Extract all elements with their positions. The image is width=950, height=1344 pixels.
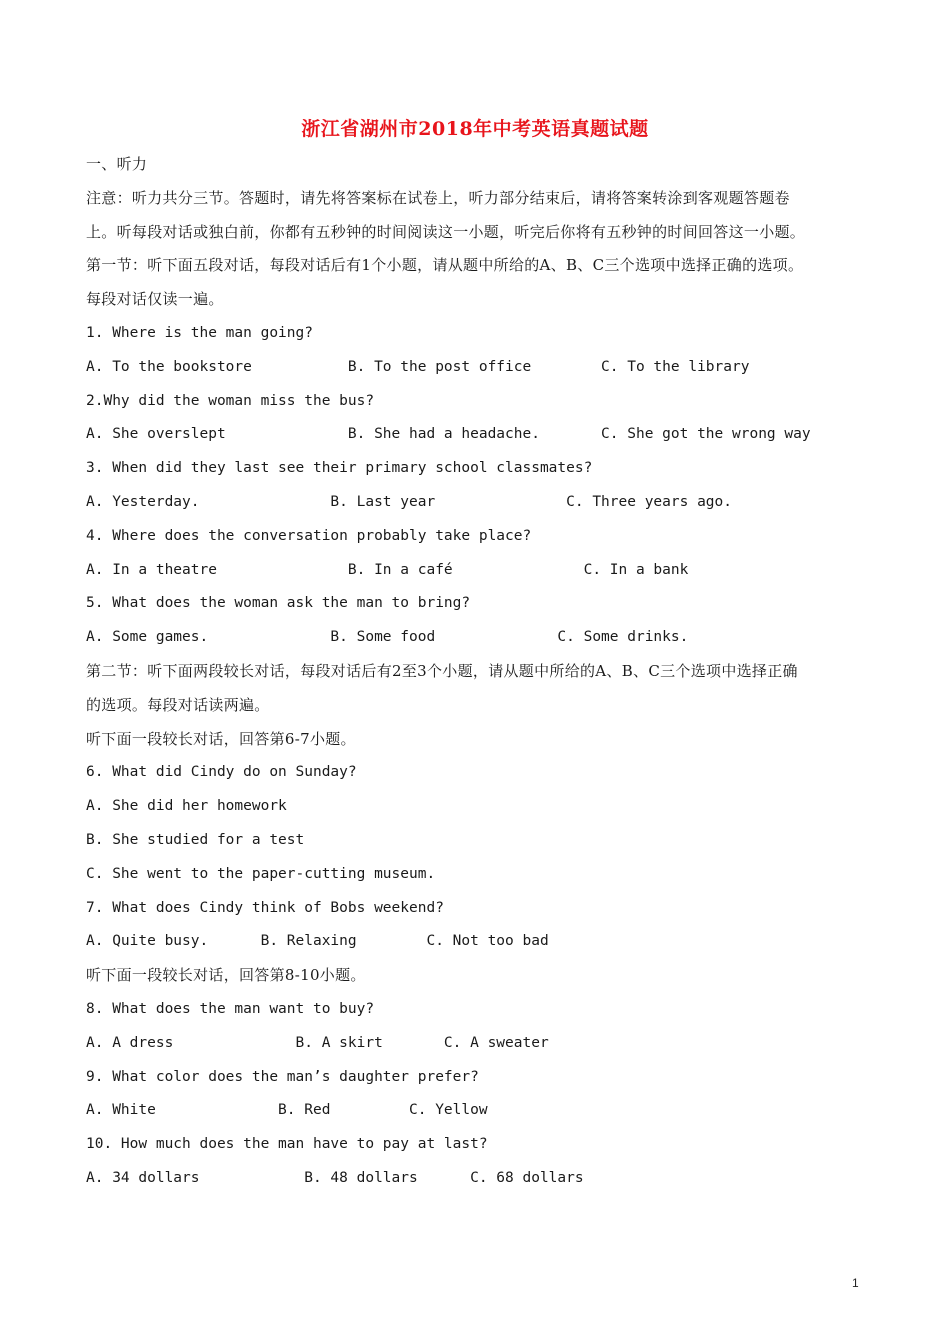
question-line: A. 34 dollars B. 48 dollars C. 68 dollars [86,1170,584,1186]
question-line: 3. When did they last see their primary school classmates? [86,460,593,477]
question-line: A. White B. Red C. Yellow [86,1102,488,1119]
question-line: B. She studied for a test [86,832,305,848]
page-title: 浙江省湖州市2018年中考英语真题试题 [301,118,649,140]
instruction-line: 一、听力 [86,155,148,173]
question-line: 6. What did Cindy do on Sunday? [86,764,357,781]
question-line: A. In a theatre B. In a café C. In a bank [86,561,689,578]
question-line: 10. How much does the man have to pay at last? [86,1136,488,1153]
instruction-line: 注意：听力共分三节。答题时，请先将答案标在试卷上，听力部分结束后，请将答案转涂到客观题答题卷 [86,188,790,207]
question-line: 1. Where is the man going? [86,325,313,341]
instruction-line: 听下面一段较长对话，回答第8-10小题。 [86,966,366,985]
question-line: A. Quite busy. B. Relaxing C. Not too bad [86,933,549,950]
question-line: C. She went to the paper-cutting museum. [86,865,436,882]
question-line: A. A dress B. A skirt C. A sweater [86,1034,549,1051]
instruction-line: 的选项。每段对话读两遍。 [86,695,270,714]
question-line: 2.Why did the woman miss the bus? [86,392,375,409]
question-line: A. To the bookstore B. To the post office C. To the library [86,358,750,375]
question-line: A. Yesterday. B. Last year C. Three years ago. [86,494,733,510]
instruction-line: 听下面一段较长对话，回答第6-7小题。 [86,729,356,748]
instruction-line: 第二节：听下面两段较长对话，每段对话后有2至3个小题，请从题中所给的A、B、C三个选项中选择正确 [86,662,798,680]
page-number: 1 [852,1276,859,1290]
question-line: 9. What color does the man’s daughter prefer? [86,1068,479,1085]
question-line: 7. What does Cindy think of Bobs weekend? [86,899,444,916]
instruction-line: 第一节：听下面五段对话，每段对话后有1个小题，请从题中所给的A、B、C三个选项中选择正确的选项。 [86,256,804,275]
question-line: 4. Where does the conversation probably take place? [86,527,532,544]
question-line: A. Some games. B. Some food C. Some drinks. [86,629,689,646]
question-line: 5. What does the woman ask the man to bring? [86,595,471,612]
instruction-line: 每段对话仅读一遍。 [86,290,224,309]
question-line: 8. What does the man want to buy? [86,1001,375,1017]
question-line: A. She overslept B. She had a headache. C. She got the wrong way [86,426,811,443]
instruction-line: 上。听每段对话或独白前，你都有五秒钟的时间阅读这一小题，听完后你将有五秒钟的时间回答这一小题。 [86,222,806,241]
question-line: A. She did her homework [86,798,287,815]
